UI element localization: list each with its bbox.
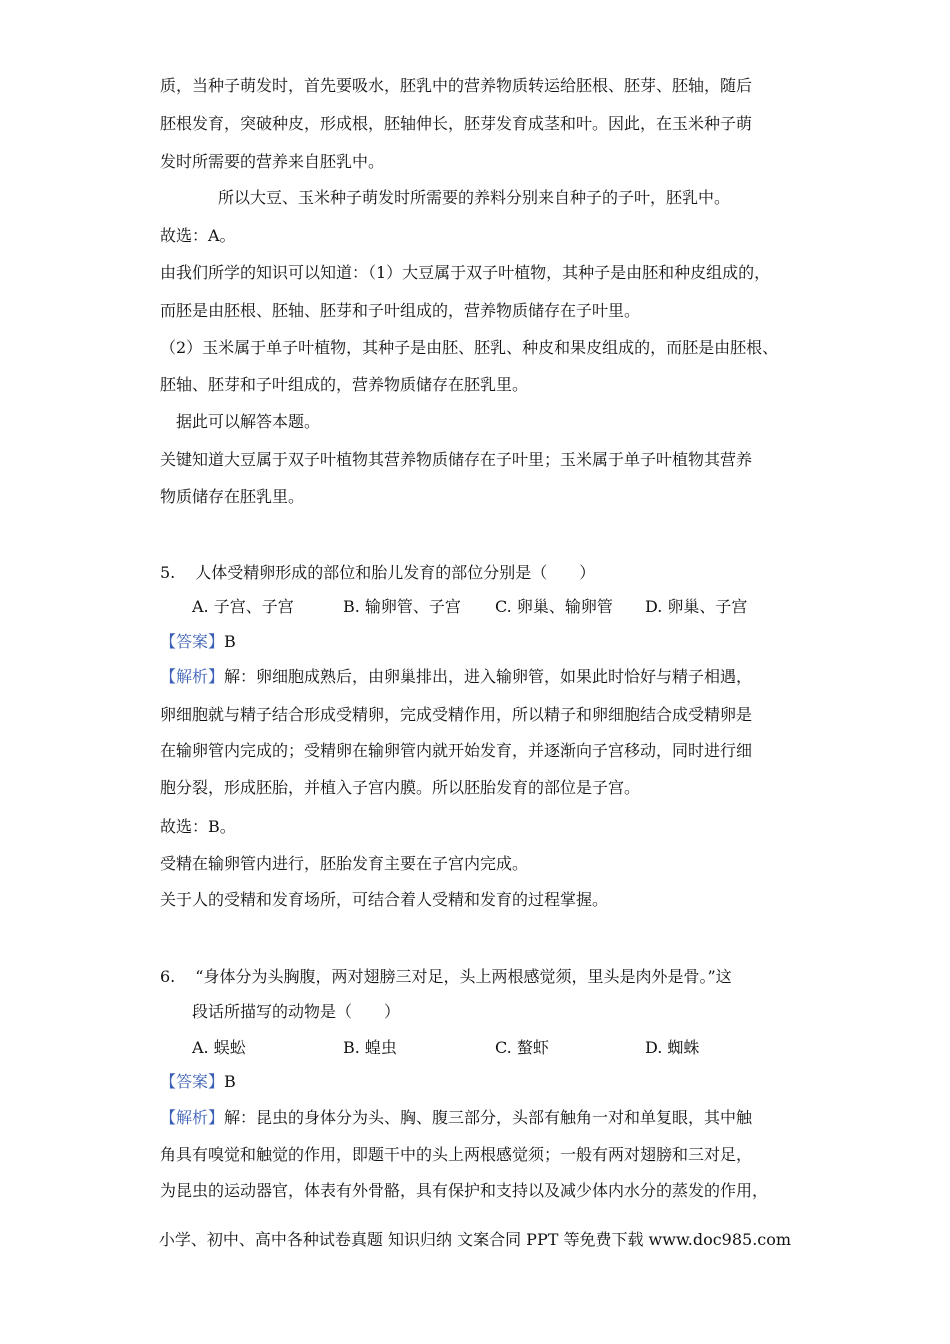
question-text: “身体分为头胸腹，两对翅膀三对足，头上两根感觉须，里头是肉外是骨。”这 [195,967,732,986]
question-stem [160,562,595,584]
answer-line [160,1071,236,1093]
analysis-line: 卵细胞就与精子结合形成受精卵，完成受精作用，所以精子和卵细胞结合成受精卵是 [160,705,753,724]
paragraph-line: 发时所需要的营养来自胚乳中。 [160,152,385,171]
option-b: B. 输卵管、子宫 [343,597,461,616]
paragraph-line: 质，当种子萌发时，首先要吸水，胚乳中的营养物质转运给胚根、胚芽、胚轴，随后 [160,76,753,95]
paragraph-line: 物质储存在胚乳里。 [160,487,305,506]
answer-line [160,631,236,653]
analysis-line: 为昆虫的运动器官，体表有外骨骼，具有保护和支持以及减少体内水分的蒸发的作用， [160,1181,769,1200]
question-text: 人体受精卵形成的部位和胎儿发育的部位分别是（ ） [195,563,596,582]
paragraph-line: （2）玉米属于单子叶植物，其种子是由胚、胚乳、种皮和果皮组成的，而胚是由胚根、 [160,338,779,357]
option-d: D. 蜘蛛 [645,1038,700,1057]
analysis-line [160,1107,752,1129]
analysis-text: 解：卵细胞成熟后，由卵巢排出，进入输卵管，如果此时恰好与精子相遇， [224,667,753,686]
answer-tag: 【答案】 [160,1072,225,1091]
paragraph-line: 胚轴、胚芽和子叶组成的，营养物质储存在胚乳里。 [160,375,529,394]
paragraph-line: 据此可以解答本题。 [176,412,321,431]
paragraph-line: 所以大豆、玉米种子萌发时所需要的养料分别来自种子的子叶，胚乳中。 [218,188,731,207]
answer-value: B [224,1072,236,1091]
analysis-line: 角具有嗅觉和触觉的作用，即题干中的头上两根感觉须；一般有两对翅膀和三对足， [160,1145,753,1164]
option-d: D. 卵巢、子宫 [645,597,748,616]
question-number: 5. [160,563,176,582]
paragraph-line: 故选：A。 [160,226,236,245]
option-a: A. 蜈蚣 [192,1038,246,1057]
answer-tag: 【答案】 [160,632,225,651]
page-footer: 小学、初中、高中各种试卷真题 知识归纳 文案合同 PPT 等免费下载 www.doc985.com [158,1230,792,1249]
option-c: C. 卵巢、输卵管 [495,597,613,616]
paragraph-line: 关键知道大豆属于双子叶植物其营养物质储存在子叶里；玉米属于单子叶植物其营养 [160,450,753,469]
question-stem [160,966,732,988]
paragraph-line: 胚根发育，突破种皮，形成根，胚轴伸长，胚芽发育成茎和叶。因此，在玉米种子萌 [160,114,753,133]
option-c: C. 螯虾 [495,1038,549,1057]
analysis-line: 关于人的受精和发育场所，可结合着人受精和发育的过程掌握。 [160,890,609,909]
analysis-tag: 【解析】 [160,1108,225,1127]
analysis-line: 受精在输卵管内进行，胚胎发育主要在子宫内完成。 [160,854,529,873]
analysis-text: 解：昆虫的身体分为头、胸、腹三部分，头部有触角一对和单复眼，其中触 [224,1108,753,1127]
analysis-line: 故选：B。 [160,817,236,836]
answer-value: B [224,632,236,651]
paragraph-line: 由我们所学的知识可以知道：（1）大豆属于双子叶植物，其种子是由胚和种皮组成的， [160,263,771,282]
analysis-line: 在输卵管内完成的；受精卵在输卵管内就开始发育，并逐渐向子宫移动，同时进行细 [160,741,753,760]
analysis-tag: 【解析】 [160,667,225,686]
option-a: A. 子宫、子宫 [192,597,294,616]
question-stem-continued: 段话所描写的动物是（ ） [192,1002,401,1021]
question-number: 6. [160,967,176,986]
analysis-line [160,666,752,688]
paragraph-line: 而胚是由胚根、胚轴、胚芽和子叶组成的，营养物质储存在子叶里。 [160,301,641,320]
analysis-line: 胞分裂，形成胚胎，并植入子宫内膜。所以胚胎发育的部位是子宫。 [160,778,641,797]
option-b: B. 蝗虫 [343,1038,397,1057]
